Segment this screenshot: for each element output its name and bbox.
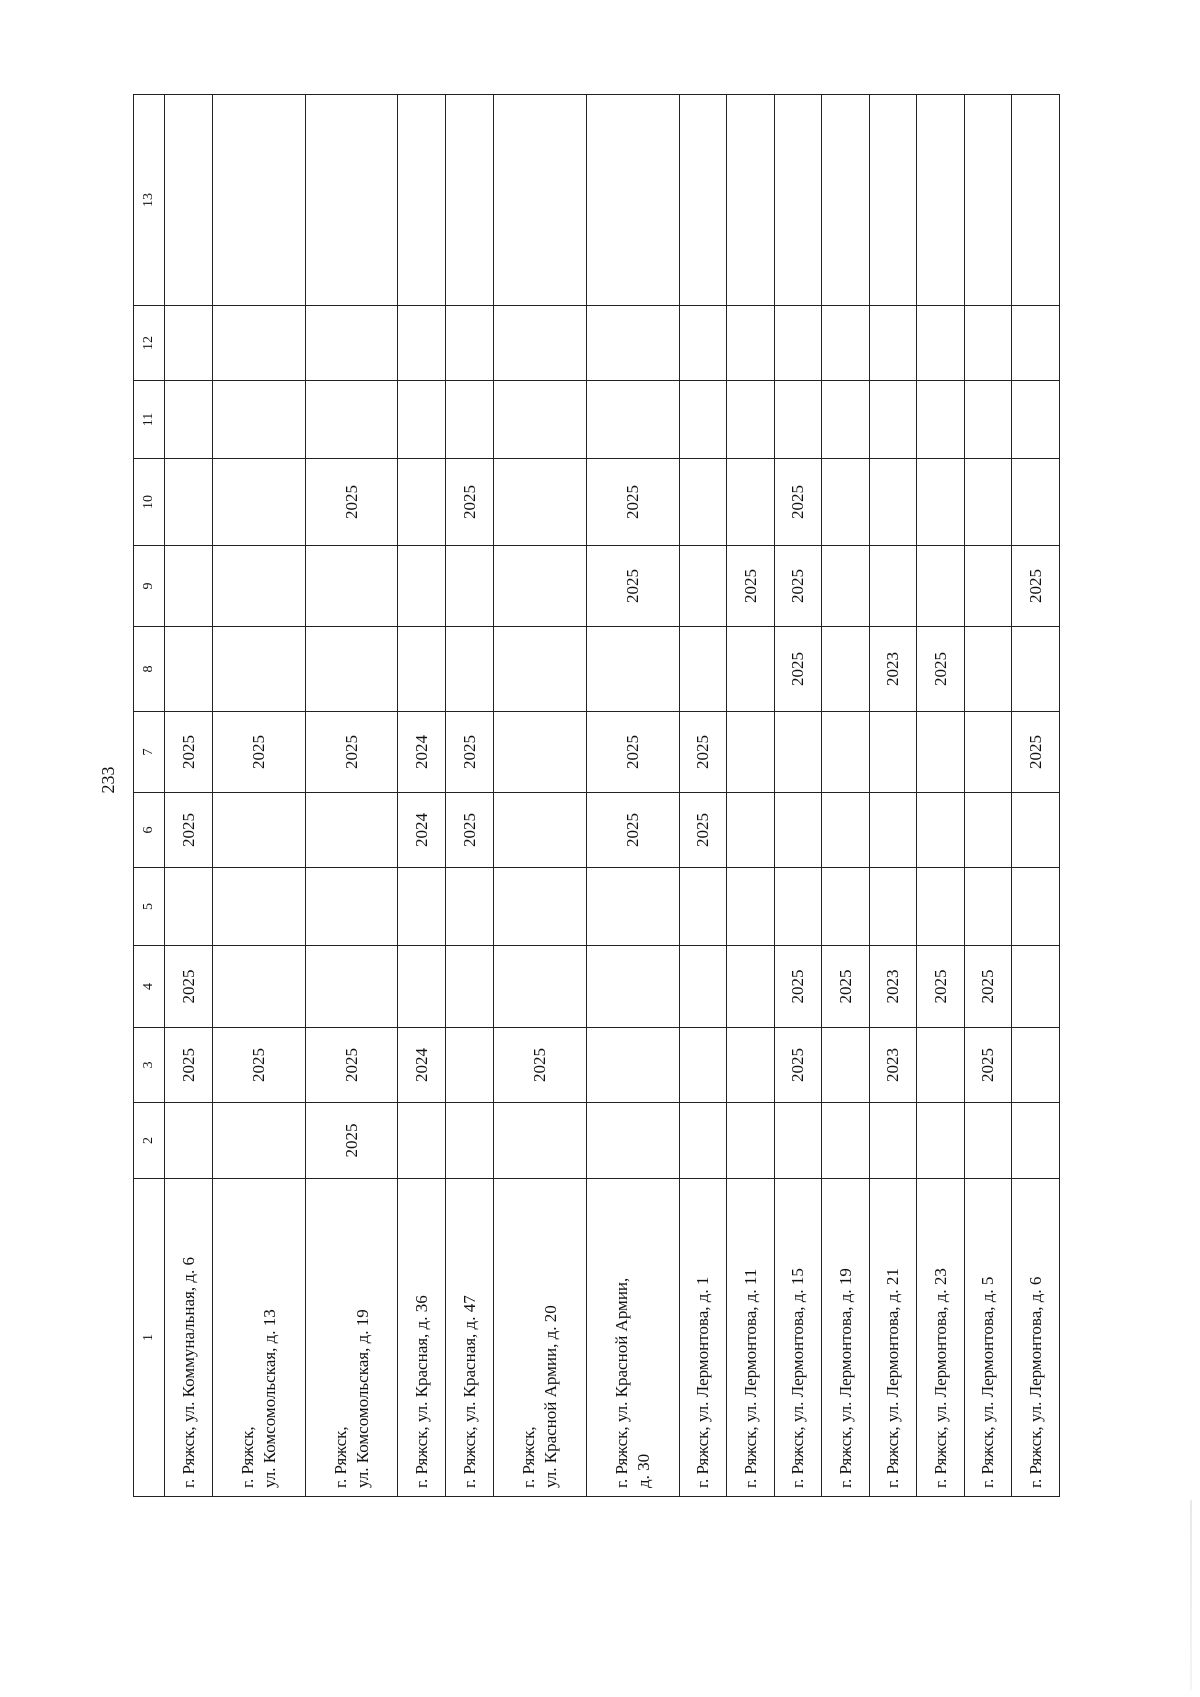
year-cell-col-12: [727, 306, 775, 381]
scan-edge-mark: [1190, 1500, 1192, 1690]
year-cell-col-3: 2025: [774, 1028, 822, 1103]
column-number-11: 11: [134, 381, 165, 459]
year-cell-col-6: [212, 793, 305, 868]
address-cell: г. Ряжск, ул. Красная, д. 36: [398, 1179, 446, 1497]
year-cell-col-7: 2025: [586, 712, 679, 793]
year-cell-col-5: [869, 868, 917, 946]
year-cell-col-8: [493, 627, 586, 712]
table-row: [679, 95, 727, 1497]
column-number-12: 12: [134, 306, 165, 381]
year-cell-col-10: [822, 459, 870, 546]
year-cell-col-13: [917, 95, 965, 306]
year-cell-col-5: [679, 868, 727, 946]
year-cell-col-4: [1012, 946, 1060, 1028]
year-cell-col-4: [446, 946, 494, 1028]
year-cell-col-2: [165, 1103, 213, 1179]
year-cell-col-6: [964, 793, 1012, 868]
year-cell-col-9: [917, 546, 965, 627]
year-cell-col-10: [869, 459, 917, 546]
table-row: [398, 95, 446, 1497]
year-cell-col-2: [679, 1103, 727, 1179]
year-cell-col-7: [727, 712, 775, 793]
year-cell-col-12: [964, 306, 1012, 381]
year-cell-col-13: [727, 95, 775, 306]
year-cell-col-8: [1012, 627, 1060, 712]
column-number-13: 13: [134, 95, 165, 306]
year-cell-col-2: 2025: [305, 1103, 398, 1179]
year-cell-col-13: [679, 95, 727, 306]
year-cell-col-3: [679, 1028, 727, 1103]
year-cell-col-13: [964, 95, 1012, 306]
year-cell-col-7: 2025: [305, 712, 398, 793]
year-cell-col-2: [1012, 1103, 1060, 1179]
year-cell-col-13: [1012, 95, 1060, 306]
year-cell-col-5: [398, 868, 446, 946]
year-cell-col-9: [305, 546, 398, 627]
year-cell-col-4: 2025: [822, 946, 870, 1028]
year-cell-col-6: 2025: [165, 793, 213, 868]
table-row: [165, 95, 213, 1497]
year-cell-col-11: [446, 381, 494, 459]
year-cell-col-11: [964, 381, 1012, 459]
year-cell-col-9: [822, 546, 870, 627]
year-cell-col-8: [398, 627, 446, 712]
address-cell: г. Ряжск, ул. Красная, д. 47: [446, 1179, 494, 1497]
year-cell-col-10: [727, 459, 775, 546]
year-cell-col-3: [822, 1028, 870, 1103]
year-cell-col-7: 2025: [1012, 712, 1060, 793]
year-cell-col-9: 2025: [774, 546, 822, 627]
year-cell-col-9: 2025: [1012, 546, 1060, 627]
address-cell: г. Ряжск, ул. Лермонтова, д. 11: [727, 1179, 775, 1497]
year-cell-col-12: [493, 306, 586, 381]
year-cell-col-7: 2025: [165, 712, 213, 793]
year-cell-col-13: [869, 95, 917, 306]
year-cell-col-4: [586, 946, 679, 1028]
column-number-10: 10: [134, 459, 165, 546]
address-cell: г. Ряжск, ул. Лермонтова, д. 21: [869, 1179, 917, 1497]
year-cell-col-6: 2024: [398, 793, 446, 868]
address-cell: г. Ряжск, ул. Красной Армии, д. 20: [493, 1179, 586, 1497]
year-cell-col-12: [586, 306, 679, 381]
year-cell-col-11: [586, 381, 679, 459]
year-cell-col-3: 2023: [869, 1028, 917, 1103]
column-number-2: 2: [134, 1103, 165, 1179]
table-row: [305, 95, 398, 1497]
address-cell: г. Ряжск, ул. Коммунальная, д. 6: [165, 1179, 213, 1497]
year-cell-col-13: [493, 95, 586, 306]
column-number-1: 1: [134, 1179, 165, 1497]
year-cell-col-10: 2025: [305, 459, 398, 546]
year-cell-col-13: [446, 95, 494, 306]
year-cell-col-11: [869, 381, 917, 459]
year-cell-col-9: 2025: [727, 546, 775, 627]
year-cell-col-12: [446, 306, 494, 381]
year-cell-col-4: [212, 946, 305, 1028]
registry-table: [133, 94, 1060, 1497]
year-cell-col-2: [822, 1103, 870, 1179]
year-cell-col-4: 2023: [869, 946, 917, 1028]
year-cell-col-10: 2025: [774, 459, 822, 546]
table-body: [134, 95, 1060, 1497]
year-cell-col-12: [1012, 306, 1060, 381]
year-cell-col-6: [917, 793, 965, 868]
year-cell-col-4: 2025: [165, 946, 213, 1028]
year-cell-col-5: [774, 868, 822, 946]
year-cell-col-4: 2025: [917, 946, 965, 1028]
year-cell-col-7: [774, 712, 822, 793]
year-cell-col-6: [774, 793, 822, 868]
year-cell-col-11: [398, 381, 446, 459]
table-row: [869, 95, 917, 1497]
year-cell-col-9: [493, 546, 586, 627]
year-cell-col-13: [774, 95, 822, 306]
year-cell-col-9: [446, 546, 494, 627]
year-cell-col-5: [964, 868, 1012, 946]
year-cell-col-6: [822, 793, 870, 868]
table-row: [727, 95, 775, 1497]
year-cell-col-5: [212, 868, 305, 946]
year-cell-col-11: [774, 381, 822, 459]
table-row: [964, 95, 1012, 1497]
table-row: [917, 95, 965, 1497]
page-number: 233: [97, 766, 118, 794]
year-cell-col-8: [679, 627, 727, 712]
year-cell-col-10: [964, 459, 1012, 546]
year-cell-col-9: 2025: [586, 546, 679, 627]
year-cell-col-3: [727, 1028, 775, 1103]
year-cell-col-6: [1012, 793, 1060, 868]
table-row: [493, 95, 586, 1497]
year-cell-col-12: [165, 306, 213, 381]
year-cell-col-12: [212, 306, 305, 381]
year-cell-col-8: [305, 627, 398, 712]
year-cell-col-4: [679, 946, 727, 1028]
year-cell-col-3: 2025: [493, 1028, 586, 1103]
year-cell-col-11: [727, 381, 775, 459]
year-cell-col-12: [822, 306, 870, 381]
year-cell-col-9: [212, 546, 305, 627]
year-cell-col-13: [586, 95, 679, 306]
year-cell-col-8: 2025: [917, 627, 965, 712]
year-cell-col-10: 2025: [446, 459, 494, 546]
table-row: [1012, 95, 1060, 1497]
year-cell-col-2: [493, 1103, 586, 1179]
year-cell-col-9: [964, 546, 1012, 627]
column-number-7: 7: [134, 712, 165, 793]
year-cell-col-13: [165, 95, 213, 306]
address-cell: г. Ряжск, ул. Лермонтова, д. 23: [917, 1179, 965, 1497]
year-cell-col-11: [493, 381, 586, 459]
year-cell-col-7: [869, 712, 917, 793]
column-number-row: [134, 95, 165, 1497]
year-cell-col-6: [493, 793, 586, 868]
year-cell-col-5: [822, 868, 870, 946]
year-cell-col-8: [165, 627, 213, 712]
table-row: [822, 95, 870, 1497]
year-cell-col-5: [586, 868, 679, 946]
year-cell-col-3: [917, 1028, 965, 1103]
year-cell-col-10: [493, 459, 586, 546]
year-cell-col-2: [398, 1103, 446, 1179]
year-cell-col-2: [917, 1103, 965, 1179]
year-cell-col-5: [1012, 868, 1060, 946]
year-cell-col-4: [493, 946, 586, 1028]
year-cell-col-4: [398, 946, 446, 1028]
year-cell-col-5: [727, 868, 775, 946]
table-row: [446, 95, 494, 1497]
year-cell-col-6: [727, 793, 775, 868]
year-cell-col-4: 2025: [964, 946, 1012, 1028]
table-row: [774, 95, 822, 1497]
year-cell-col-7: [964, 712, 1012, 793]
year-cell-col-3: 2024: [398, 1028, 446, 1103]
address-cell: г. Ряжск, ул. Комсомольская, д. 13: [212, 1179, 305, 1497]
column-number-9: 9: [134, 546, 165, 627]
year-cell-col-2: [586, 1103, 679, 1179]
year-cell-col-8: [727, 627, 775, 712]
rotated-table-area: [133, 95, 1060, 1497]
year-cell-col-5: [446, 868, 494, 946]
year-cell-col-8: [446, 627, 494, 712]
year-cell-col-5: [305, 868, 398, 946]
address-cell: г. Ряжск, ул. Лермонтова, д. 5: [964, 1179, 1012, 1497]
year-cell-col-11: [822, 381, 870, 459]
year-cell-col-6: [869, 793, 917, 868]
year-cell-col-7: 2025: [212, 712, 305, 793]
year-cell-col-4: 2025: [774, 946, 822, 1028]
year-cell-col-7: 2024: [398, 712, 446, 793]
year-cell-col-7: [917, 712, 965, 793]
column-number-8: 8: [134, 627, 165, 712]
year-cell-col-5: [165, 868, 213, 946]
year-cell-col-3: 2025: [964, 1028, 1012, 1103]
year-cell-col-3: 2025: [212, 1028, 305, 1103]
year-cell-col-2: [446, 1103, 494, 1179]
year-cell-col-7: [822, 712, 870, 793]
year-cell-col-3: 2025: [305, 1028, 398, 1103]
rotated-table-frame: [133, 95, 1060, 1497]
address-cell: г. Ряжск, ул. Лермонтова, д. 1: [679, 1179, 727, 1497]
year-cell-col-8: 2025: [774, 627, 822, 712]
year-cell-col-2: [727, 1103, 775, 1179]
year-cell-col-12: [774, 306, 822, 381]
year-cell-col-3: [446, 1028, 494, 1103]
year-cell-col-9: [679, 546, 727, 627]
year-cell-col-5: [493, 868, 586, 946]
year-cell-col-13: [398, 95, 446, 306]
year-cell-col-10: [917, 459, 965, 546]
year-cell-col-6: 2025: [679, 793, 727, 868]
year-cell-col-11: [679, 381, 727, 459]
year-cell-col-8: [586, 627, 679, 712]
year-cell-col-4: [727, 946, 775, 1028]
year-cell-col-12: [869, 306, 917, 381]
year-cell-col-2: [212, 1103, 305, 1179]
year-cell-col-12: [679, 306, 727, 381]
year-cell-col-3: 2025: [165, 1028, 213, 1103]
year-cell-col-9: [165, 546, 213, 627]
year-cell-col-10: [212, 459, 305, 546]
year-cell-col-8: [964, 627, 1012, 712]
year-cell-col-12: [917, 306, 965, 381]
year-cell-col-13: [212, 95, 305, 306]
year-cell-col-2: [774, 1103, 822, 1179]
year-cell-col-10: [165, 459, 213, 546]
table-row: [586, 95, 679, 1497]
year-cell-col-5: [917, 868, 965, 946]
year-cell-col-10: [1012, 459, 1060, 546]
address-cell: г. Ряжск, ул. Лермонтова, д. 6: [1012, 1179, 1060, 1497]
year-cell-col-12: [305, 306, 398, 381]
year-cell-col-3: [1012, 1028, 1060, 1103]
year-cell-col-11: [1012, 381, 1060, 459]
year-cell-col-10: [398, 459, 446, 546]
year-cell-col-11: [212, 381, 305, 459]
year-cell-col-8: [822, 627, 870, 712]
year-cell-col-7: [493, 712, 586, 793]
year-cell-col-6: [305, 793, 398, 868]
year-cell-col-10: [679, 459, 727, 546]
column-number-3: 3: [134, 1028, 165, 1103]
year-cell-col-11: [917, 381, 965, 459]
table-row: [212, 95, 305, 1497]
address-cell: г. Ряжск, ул. Лермонтова, д. 15: [774, 1179, 822, 1497]
year-cell-col-8: 2023: [869, 627, 917, 712]
year-cell-col-12: [398, 306, 446, 381]
column-number-6: 6: [134, 793, 165, 868]
year-cell-col-2: [964, 1103, 1012, 1179]
year-cell-col-11: [305, 381, 398, 459]
year-cell-col-13: [305, 95, 398, 306]
column-number-4: 4: [134, 946, 165, 1028]
year-cell-col-7: 2025: [446, 712, 494, 793]
year-cell-col-6: 2025: [586, 793, 679, 868]
year-cell-col-2: [869, 1103, 917, 1179]
year-cell-col-13: [822, 95, 870, 306]
year-cell-col-8: [212, 627, 305, 712]
year-cell-col-9: [398, 546, 446, 627]
year-cell-col-6: 2025: [446, 793, 494, 868]
address-cell: г. Ряжск, ул. Красной Армии, д. 30: [586, 1179, 679, 1497]
address-cell: г. Ряжск, ул. Комсомольская, д. 19: [305, 1179, 398, 1497]
year-cell-col-9: [869, 546, 917, 627]
year-cell-col-7: 2025: [679, 712, 727, 793]
year-cell-col-3: [586, 1028, 679, 1103]
year-cell-col-11: [165, 381, 213, 459]
year-cell-col-4: [305, 946, 398, 1028]
column-number-5: 5: [134, 868, 165, 946]
address-cell: г. Ряжск, ул. Лермонтова, д. 19: [822, 1179, 870, 1497]
year-cell-col-10: 2025: [586, 459, 679, 546]
